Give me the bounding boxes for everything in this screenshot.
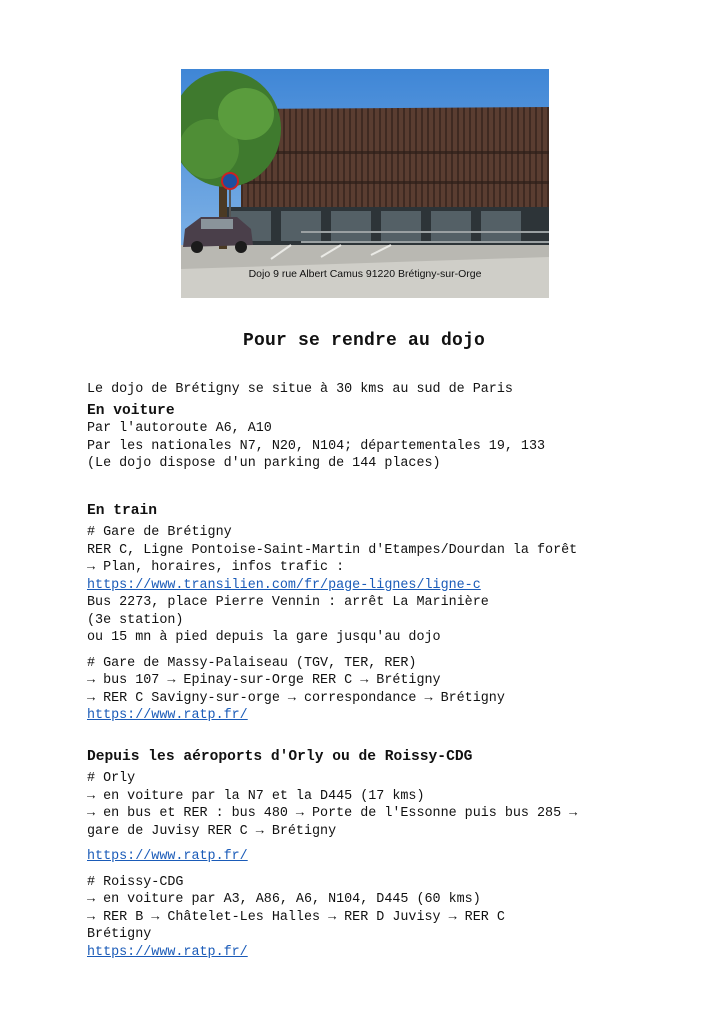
gare-bretigny-title: # Gare de Brétigny — [87, 525, 232, 540]
orly-line: → en voiture par la N7 et la D445 (17 kms) — [87, 788, 425, 804]
voiture-line: Par l'autoroute A6, A10 — [87, 421, 272, 436]
roissy-line: → en voiture par A3, A86, A6, N104, D445 (60 kms) — [87, 892, 481, 907]
heading-aeroports: Depuis les aéroports d'Orly ou de Roissy-CDG — [87, 748, 473, 765]
bretigny-line: ou 15 mn à pied depuis la gare jusqu'au dojo — [87, 630, 441, 645]
roissy-line: → RER B → Châtelet-Les Halles → RER D Juvisy → RER C — [87, 909, 505, 925]
voiture-line: (Le dojo dispose d'un parking de 144 places) — [87, 456, 441, 471]
orly-line: → en bus et RER : bus 480 → Porte de l'Essonne puis bus 285 → — [87, 806, 578, 821]
bretigny-line: → Plan, horaires, infos trafic : — [87, 560, 345, 575]
bretigny-line: RER C, Ligne Pontoise-Saint-Martin d'Etampes/Dourdan la forêt — [87, 542, 578, 558]
orly-title: # Orly — [87, 771, 136, 786]
transilien-link[interactable]: https://www.transilien.com/fr/page-lignes/ligne-c — [87, 577, 481, 593]
page-title: Pour se rendre au dojo — [242, 331, 486, 351]
bretigny-line: Bus 2273, place Pierre Vennin : arrêt La Marinière — [87, 595, 489, 610]
dojo-photo — [181, 69, 549, 298]
heading-voiture: En voiture — [87, 402, 175, 419]
ratp-link[interactable]: https://www.ratp.fr/ — [87, 708, 248, 723]
ratp-link[interactable]: https://www.ratp.fr/ — [87, 944, 248, 960]
heading-train: En train — [87, 502, 158, 519]
intro-text: Le dojo de Brétigny se situe à 30 kms au sud de Paris — [87, 382, 513, 397]
massy-line: → bus 107 → Epinay-sur-Orge RER C → Brétigny — [87, 673, 441, 688]
massy-line: → RER C Savigny-sur-orge → correspondance → Brétigny — [87, 690, 505, 706]
directions-content — [87, 381, 667, 961]
gare-massy-title: # Gare de Massy-Palaiseau (TGV, TER, RER) — [87, 655, 417, 671]
voiture-line: Par les nationales N7, N20, N104; départementales 19, 133 — [87, 438, 546, 454]
dojo-building-illustration — [181, 69, 549, 298]
roissy-line: Brétigny — [87, 927, 152, 942]
bretigny-line: (3e station) — [87, 612, 184, 628]
ratp-link[interactable]: https://www.ratp.fr/ — [87, 849, 248, 864]
roissy-title: # Roissy-CDG — [87, 874, 184, 890]
orly-line: gare de Juvisy RER C → Brétigny — [87, 823, 337, 839]
photo-caption: Dojo 9 rue Albert Camus 91220 Brétigny-sur-Orge — [248, 268, 482, 280]
